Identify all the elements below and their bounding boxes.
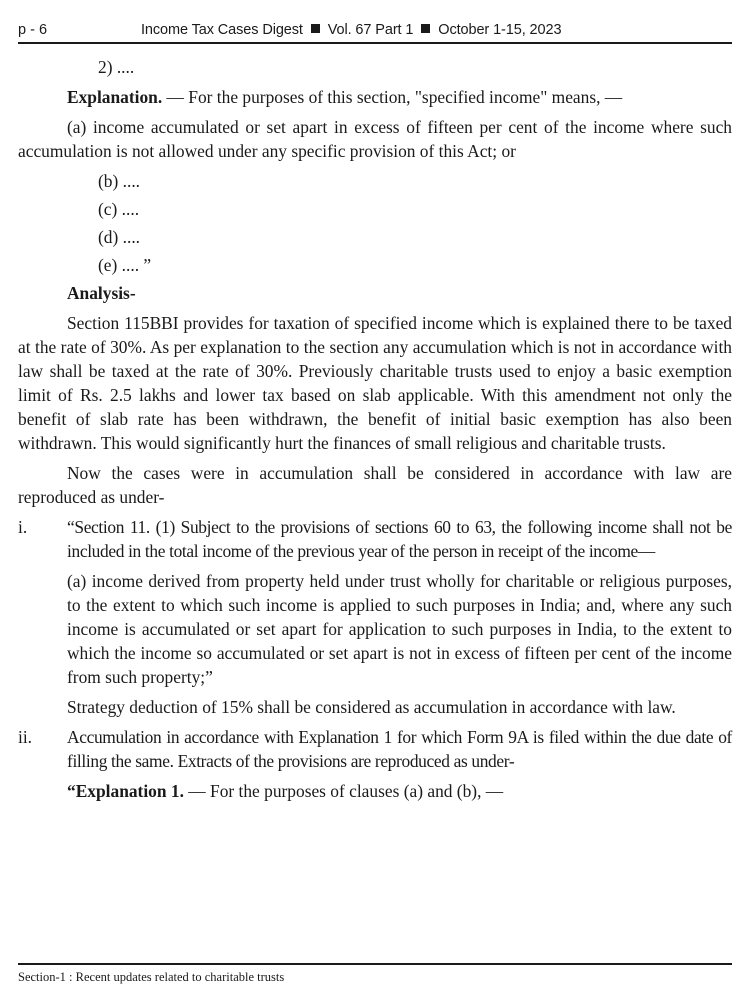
list-item-i [18,515,732,719]
analysis-paragraph-1: Section 115BBI provides for taxation of specified income which is explained there to be taxed at the rate of 30%. As per explanation to the section any accumulation which is not in accordance with law shall be taxed at the rate of 30%. Previously charitable trusts used to enjoy a basic exemption limit of Rs. 2.5 lakhs and lower tax based on slab applicable. With this amendment not only the benefit of slab rate has been withdrawn, the benefit of initial basic exemption has also been withdrawn. This would significantly hurt the finances of small religious and charitable trusts. [18,313,732,453]
clause-b: (b) .... [98,171,141,191]
analysis-paragraph-2: Now the cases were in accumulation shall be considered in accordance with law are reproduced as under- [18,463,732,507]
explanation-1-quote [67,779,732,803]
publication-title: Income Tax Cases Digest [141,22,303,38]
list-marker: i. [18,517,28,537]
black-square-icon [311,24,320,33]
strategy-note: Strategy deduction of 15% shall be considered as accumulation in accordance with law. [67,697,676,717]
volume-label: Vol. 67 Part 1 [327,22,414,38]
page-number: p - 6 [18,22,48,38]
publication-info [141,20,561,40]
explanation-text: — For the purposes of this section, "specified income" means, — [162,87,623,107]
analysis-heading: Analysis- [67,283,136,303]
explanation-heading: Explanation. [67,87,163,107]
clause-2: 2) .... [98,57,135,77]
explanation-1-heading: “Explanation 1. [67,781,184,801]
footer-section-title: Recent updates related to charitable trusts [75,970,285,984]
explanation-paragraph [18,85,732,109]
running-header [18,20,732,44]
issue-date: October 1-15, 2023 [438,22,562,38]
section-11-clause-a: (a) income derived from property held under trust wholly for charitable or religious purposes, to the extent to which such income is applied to such purposes in India; and, where any such income is accumulated or set apart for application to such purposes in India, to the extent to which the income so accumulated or set apart is not in excess of fifteen per cent of the income from such property;” [67,571,732,687]
list-marker: ii. [18,727,33,747]
clause-d: (d) .... [98,227,141,247]
list-item-ii [18,725,732,803]
clause-e: (e) .... ” [98,255,152,275]
clause-c: (c) .... [98,199,140,219]
page-body [18,55,732,803]
black-square-icon [421,24,430,33]
footer-section-label: Section-1 : [18,970,73,984]
explanation-1-text: — For the purposes of clauses (a) and (b), — [183,781,504,801]
clause-a: (a) income accumulated or set apart in excess of fifteen per cent of the income where such accumulation is not allowed under any specific provision of this Act; or [18,117,732,161]
form-9a-paragraph: Accumulation in accordance with Explanation 1 for which Form 9A is filed within the due date of filling the same. Extracts of the provisions are reproduced as under- [67,727,732,771]
running-footer [18,963,732,985]
section-11-quote: “Section 11. (1) Subject to the provisions of sections 60 to 63, the following income shall not be included in the total income of the previous year of the person in receipt of the income— [67,517,732,561]
